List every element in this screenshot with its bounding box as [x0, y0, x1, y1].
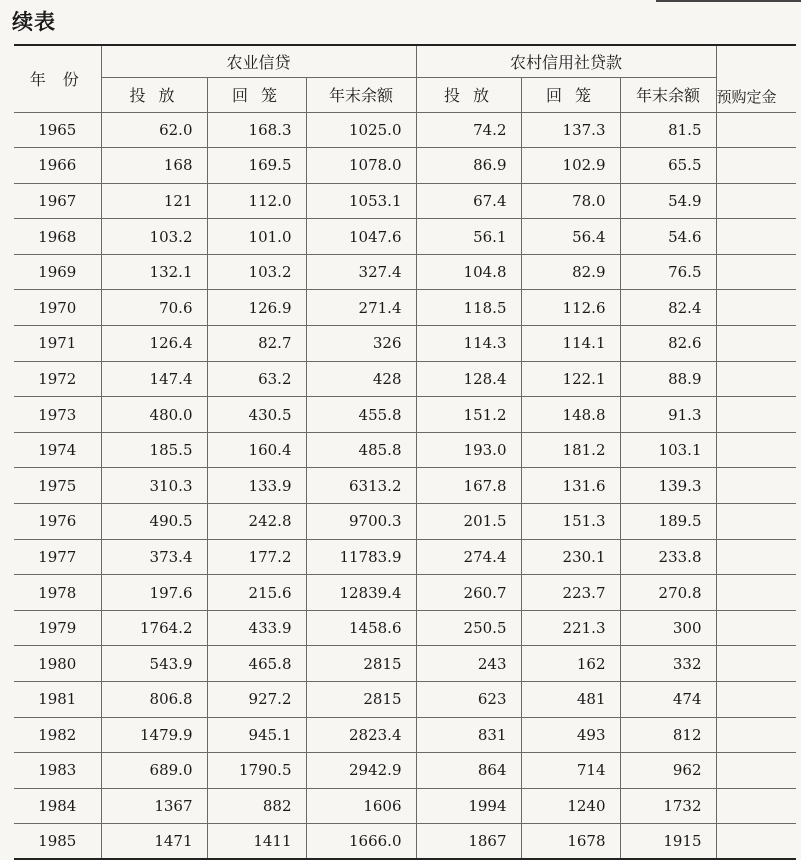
ag-issued-cell: 806.8 [101, 682, 207, 718]
ag-balance-cell: 6313.2 [306, 468, 416, 504]
presale-deposit-cell [716, 254, 796, 290]
presale-deposit-cell [716, 610, 796, 646]
presale-deposit-cell [716, 361, 796, 397]
coop-recovered-cell: 78.0 [521, 183, 620, 219]
year-cell: 1977 [14, 539, 101, 575]
ag-balance-cell: 485.8 [306, 432, 416, 468]
coop-recovered-cell: 223.7 [521, 575, 620, 611]
coop-recovered-cell: 82.9 [521, 254, 620, 290]
year-cell: 1974 [14, 432, 101, 468]
ag-issued-cell: 103.2 [101, 219, 207, 255]
coop-issued-cell: 831 [416, 717, 521, 753]
coop-balance-cell: 82.6 [620, 326, 716, 362]
header-issued: 投 放 [416, 77, 521, 112]
ag-issued-cell: 373.4 [101, 539, 207, 575]
table-row [14, 646, 796, 682]
year-cell: 1967 [14, 183, 101, 219]
ag-recovered-cell: 133.9 [207, 468, 306, 504]
coop-issued-cell: 260.7 [416, 575, 521, 611]
ag-recovered-cell: 1411 [207, 824, 306, 860]
ag-balance-cell: 12839.4 [306, 575, 416, 611]
coop-recovered-cell: 1240 [521, 788, 620, 824]
coop-recovered-cell: 230.1 [521, 539, 620, 575]
coop-issued-cell: 1994 [416, 788, 521, 824]
presale-deposit-cell [716, 326, 796, 362]
coop-issued-cell: 274.4 [416, 539, 521, 575]
ag-recovered-cell: 242.8 [207, 504, 306, 540]
year-cell: 1983 [14, 753, 101, 789]
table-row [14, 290, 796, 326]
credit-table [14, 44, 796, 860]
table-row [14, 504, 796, 540]
ag-balance-cell: 1053.1 [306, 183, 416, 219]
coop-issued-cell: 201.5 [416, 504, 521, 540]
year-cell: 1981 [14, 682, 101, 718]
table-row [14, 183, 796, 219]
ag-recovered-cell: 82.7 [207, 326, 306, 362]
ag-issued-cell: 1479.9 [101, 717, 207, 753]
ag-issued-cell: 1471 [101, 824, 207, 860]
year-cell: 1972 [14, 361, 101, 397]
ag-balance-cell: 1047.6 [306, 219, 416, 255]
table-row [14, 432, 796, 468]
coop-balance-cell: 189.5 [620, 504, 716, 540]
presale-deposit-cell [716, 717, 796, 753]
ag-recovered-cell: 177.2 [207, 539, 306, 575]
year-cell: 1966 [14, 148, 101, 184]
ag-balance-cell: 455.8 [306, 397, 416, 433]
year-cell: 1984 [14, 788, 101, 824]
ag-recovered-cell: 882 [207, 788, 306, 824]
coop-balance-cell: 54.6 [620, 219, 716, 255]
coop-issued-cell: 167.8 [416, 468, 521, 504]
table-row [14, 575, 796, 611]
coop-balance-cell: 76.5 [620, 254, 716, 290]
ag-recovered-cell: 63.2 [207, 361, 306, 397]
header-recovered: 回 笼 [207, 77, 306, 112]
ag-issued-cell: 1367 [101, 788, 207, 824]
presale-deposit-cell [716, 219, 796, 255]
coop-recovered-cell: 137.3 [521, 112, 620, 148]
header-year: 年 份 [14, 45, 101, 112]
ag-recovered-cell: 927.2 [207, 682, 306, 718]
ag-issued-cell: 126.4 [101, 326, 207, 362]
table-row [14, 539, 796, 575]
coop-balance-cell: 233.8 [620, 539, 716, 575]
ag-issued-cell: 147.4 [101, 361, 207, 397]
coop-issued-cell: 250.5 [416, 610, 521, 646]
ag-issued-cell: 168 [101, 148, 207, 184]
ag-recovered-cell: 112.0 [207, 183, 306, 219]
ag-issued-cell: 132.1 [101, 254, 207, 290]
coop-recovered-cell: 151.3 [521, 504, 620, 540]
coop-recovered-cell: 162 [521, 646, 620, 682]
ag-issued-cell: 689.0 [101, 753, 207, 789]
coop-issued-cell: 623 [416, 682, 521, 718]
coop-balance-cell: 103.1 [620, 432, 716, 468]
coop-balance-cell: 1915 [620, 824, 716, 860]
ag-issued-cell: 70.6 [101, 290, 207, 326]
coop-balance-cell: 82.4 [620, 290, 716, 326]
ag-balance-cell: 2815 [306, 682, 416, 718]
page-title: 续表 [12, 9, 56, 34]
ag-recovered-cell: 169.5 [207, 148, 306, 184]
header-year-end-balance: 年末余额 [306, 77, 416, 112]
year-cell: 1971 [14, 326, 101, 362]
coop-balance-cell: 81.5 [620, 112, 716, 148]
ag-recovered-cell: 168.3 [207, 112, 306, 148]
year-cell: 1978 [14, 575, 101, 611]
table-row [14, 397, 796, 433]
presale-deposit-cell [716, 575, 796, 611]
coop-recovered-cell: 1678 [521, 824, 620, 860]
ag-issued-cell: 185.5 [101, 432, 207, 468]
presale-deposit-cell [716, 504, 796, 540]
presale-deposit-cell [716, 183, 796, 219]
ag-issued-cell: 543.9 [101, 646, 207, 682]
ag-recovered-cell: 103.2 [207, 254, 306, 290]
coop-recovered-cell: 221.3 [521, 610, 620, 646]
ag-balance-cell: 11783.9 [306, 539, 416, 575]
ag-balance-cell: 1025.0 [306, 112, 416, 148]
top-rule [656, 0, 801, 2]
year-cell: 1973 [14, 397, 101, 433]
year-cell: 1982 [14, 717, 101, 753]
ag-balance-cell: 1606 [306, 788, 416, 824]
coop-recovered-cell: 131.6 [521, 468, 620, 504]
presale-deposit-cell [716, 148, 796, 184]
ag-balance-cell: 326 [306, 326, 416, 362]
ag-recovered-cell: 433.9 [207, 610, 306, 646]
coop-issued-cell: 86.9 [416, 148, 521, 184]
table-body [14, 112, 796, 859]
coop-recovered-cell: 122.1 [521, 361, 620, 397]
coop-balance-cell: 962 [620, 753, 716, 789]
coop-recovered-cell: 112.6 [521, 290, 620, 326]
coop-issued-cell: 74.2 [416, 112, 521, 148]
coop-issued-cell: 243 [416, 646, 521, 682]
coop-balance-cell: 812 [620, 717, 716, 753]
coop-issued-cell: 1867 [416, 824, 521, 860]
coop-recovered-cell: 181.2 [521, 432, 620, 468]
header-issued: 投 放 [101, 77, 207, 112]
ag-issued-cell: 310.3 [101, 468, 207, 504]
coop-balance-cell: 139.3 [620, 468, 716, 504]
table-row [14, 610, 796, 646]
table-row [14, 468, 796, 504]
coop-issued-cell: 151.2 [416, 397, 521, 433]
table-row [14, 824, 796, 860]
ag-balance-cell: 428 [306, 361, 416, 397]
coop-balance-cell: 300 [620, 610, 716, 646]
presale-deposit-cell [716, 682, 796, 718]
ag-recovered-cell: 101.0 [207, 219, 306, 255]
ag-recovered-cell: 126.9 [207, 290, 306, 326]
header-year-end-balance: 年末余额 [620, 77, 716, 112]
ag-issued-cell: 1764.2 [101, 610, 207, 646]
coop-recovered-cell: 148.8 [521, 397, 620, 433]
presale-deposit-cell [716, 112, 796, 148]
coop-issued-cell: 56.1 [416, 219, 521, 255]
presale-deposit-cell [716, 432, 796, 468]
year-cell: 1969 [14, 254, 101, 290]
ag-recovered-cell: 430.5 [207, 397, 306, 433]
presale-deposit-cell [716, 539, 796, 575]
ag-issued-cell: 490.5 [101, 504, 207, 540]
header-recovered: 回 笼 [521, 77, 620, 112]
coop-recovered-cell: 493 [521, 717, 620, 753]
coop-issued-cell: 118.5 [416, 290, 521, 326]
year-cell: 1976 [14, 504, 101, 540]
ag-balance-cell: 2815 [306, 646, 416, 682]
coop-balance-cell: 474 [620, 682, 716, 718]
presale-deposit-cell [716, 468, 796, 504]
coop-balance-cell: 88.9 [620, 361, 716, 397]
year-cell: 1965 [14, 112, 101, 148]
table-row [14, 788, 796, 824]
presale-deposit-cell [716, 646, 796, 682]
ag-issued-cell: 197.6 [101, 575, 207, 611]
coop-balance-cell: 91.3 [620, 397, 716, 433]
coop-balance-cell: 54.9 [620, 183, 716, 219]
coop-issued-cell: 864 [416, 753, 521, 789]
coop-balance-cell: 270.8 [620, 575, 716, 611]
year-cell: 1980 [14, 646, 101, 682]
year-cell: 1975 [14, 468, 101, 504]
ag-balance-cell: 9700.3 [306, 504, 416, 540]
coop-recovered-cell: 114.1 [521, 326, 620, 362]
ag-recovered-cell: 465.8 [207, 646, 306, 682]
year-cell: 1968 [14, 219, 101, 255]
coop-recovered-cell: 714 [521, 753, 620, 789]
coop-issued-cell: 114.3 [416, 326, 521, 362]
coop-balance-cell: 1732 [620, 788, 716, 824]
header-presale-deposit: 预购定金 [716, 45, 796, 112]
ag-recovered-cell: 160.4 [207, 432, 306, 468]
table-row [14, 112, 796, 148]
table-row [14, 717, 796, 753]
header-rural-credit-coop-loans: 农村信用社贷款 [416, 45, 716, 77]
ag-balance-cell: 327.4 [306, 254, 416, 290]
table-row [14, 753, 796, 789]
coop-recovered-cell: 102.9 [521, 148, 620, 184]
coop-recovered-cell: 56.4 [521, 219, 620, 255]
coop-recovered-cell: 481 [521, 682, 620, 718]
coop-issued-cell: 67.4 [416, 183, 521, 219]
ag-balance-cell: 1458.6 [306, 610, 416, 646]
year-cell: 1970 [14, 290, 101, 326]
ag-balance-cell: 2942.9 [306, 753, 416, 789]
ag-issued-cell: 121 [101, 183, 207, 219]
coop-issued-cell: 104.8 [416, 254, 521, 290]
coop-balance-cell: 332 [620, 646, 716, 682]
ag-recovered-cell: 945.1 [207, 717, 306, 753]
table-row [14, 148, 796, 184]
table-row [14, 219, 796, 255]
coop-issued-cell: 128.4 [416, 361, 521, 397]
table-row [14, 682, 796, 718]
ag-issued-cell: 480.0 [101, 397, 207, 433]
ag-balance-cell: 1666.0 [306, 824, 416, 860]
coop-balance-cell: 65.5 [620, 148, 716, 184]
header-agricultural-credit: 农业信贷 [101, 45, 416, 77]
ag-recovered-cell: 1790.5 [207, 753, 306, 789]
ag-issued-cell: 62.0 [101, 112, 207, 148]
table-row [14, 326, 796, 362]
year-cell: 1985 [14, 824, 101, 860]
table-row [14, 361, 796, 397]
table-row [14, 254, 796, 290]
ag-balance-cell: 271.4 [306, 290, 416, 326]
coop-issued-cell: 193.0 [416, 432, 521, 468]
presale-deposit-cell [716, 753, 796, 789]
ag-balance-cell: 2823.4 [306, 717, 416, 753]
year-cell: 1979 [14, 610, 101, 646]
ag-balance-cell: 1078.0 [306, 148, 416, 184]
presale-deposit-cell [716, 824, 796, 860]
ag-recovered-cell: 215.6 [207, 575, 306, 611]
presale-deposit-cell [716, 788, 796, 824]
presale-deposit-cell [716, 290, 796, 326]
presale-deposit-cell [716, 397, 796, 433]
